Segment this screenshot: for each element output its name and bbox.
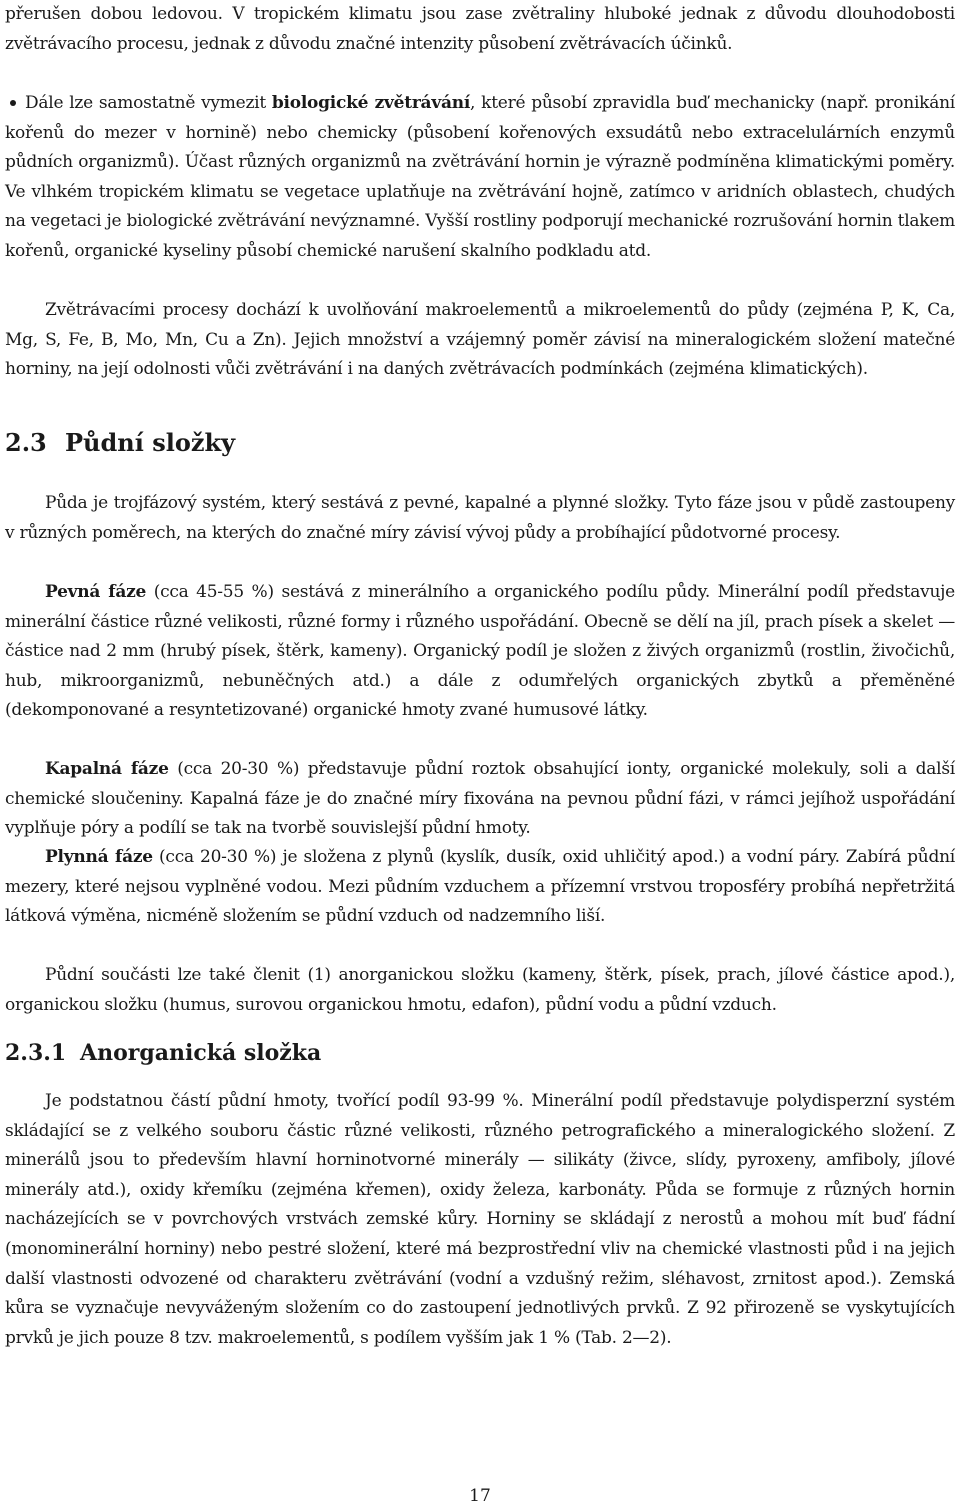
bullet-dot-icon	[10, 100, 16, 106]
paragraph-soil-components: Půdní součásti lze také členit (1) anorganickou složku (kameny, štěrk, písek, prach, jílové částice apod.), organickou složku (humus, surovou organickou hmotu, edafon), půdní vodu a půdní vzduch.	[5, 965, 955, 1015]
bold-term: Pevná fáze	[45, 582, 147, 602]
bold-term: Kapalná fáze	[45, 759, 169, 779]
section-heading-2-3	[5, 428, 235, 457]
bullet-biological-weathering	[5, 89, 955, 267]
section-number: 2.3.1	[5, 1040, 67, 1066]
section-number: 2.3	[5, 428, 47, 457]
bold-term: Plynná fáze	[45, 847, 153, 867]
section-title: Půdní složky	[65, 428, 236, 457]
bullet-text: Dále lze samostatně vymezit biologické zvětrávání, které působí zpravidla buď mechanicky (např. pronikání kořenů do mezer v hornině) nebo chemicky (působení kořenových exsudátů nebo extracelulárních enzymů půdních organizmů). Účast různých organizmů na zvětrávání hornin je výrazně podmíněna klimatickými poměry. Ve vlhkém tropickém klimatu se vegetace uplatňuje na zvětrávání hojně, zatímco v aridních oblastech, chudých na vegetaci je biologické zvětrávání nevýznamné. Vyšší rostliny podporují mechanické rozrušování hornin tlakem kořenů, organické kyseliny působí chemické narušení skalního podkladu atd.	[5, 93, 955, 261]
bold-term: biologické zvětrávání	[271, 93, 471, 113]
paragraph-three-phase-system: Půda je trojfázový systém, který sestává z pevné, kapalné a plynné složky. Tyto fáze jsou v půdě zastoupeny v různých poměrech, na kterých do značné míry závisí vývoj půdy a probíhající půdotvorné procesy.	[5, 493, 955, 543]
paragraph-liquid-phase: Kapalná fáze (cca 20-30 %) představuje půdní roztok obsahující ionty, organické molekuly, soli a další chemické sloučeniny. Kapalná fáze je do značné míry fixována na pevnou půdní fázi, v rámci jejíhož uspořádání vyplňuje póry a podílí se tak na tvorbě souvislejší půdní hmoty.	[5, 759, 955, 839]
paragraph-solid-phase: Pevná fáze (cca 45-55 %) sestává z minerálního a organického podílu půdy. Minerální podíl představuje minerální částice různé velikosti, různé formy i různého uspořádání. Obecně se dělí na jíl, prach písek a skelet — částice nad 2 mm (hrubý písek, štěrk, kameny). Organický podíl je složen z živých organizmů (rostlin, živočichů, hub, mikroorganizmů, nebuněčných atd.) a dále z odumřelých organických zbytků a přeměněné (dekomponované a resyntetizované) organické hmoty zvané humusové látky.	[5, 582, 955, 721]
section-heading-2-3-1	[5, 1040, 321, 1066]
paragraph-elements: Zvětrávacími procesy dochází k uvolňování makroelementů a mikroelementů do půdy (zejména P, K, Ca, Mg, S, Fe, B, Mo, Mn, Cu a Zn). Jejich množství a vzájemný poměr závisí na mineralogickém složení matečné horniny, na její odolnosti vůči zvětrávání i na daných zvětrávacích podmínkách (zejména klimatických).	[5, 300, 955, 380]
page-number: 17	[469, 1486, 491, 1506]
section-title: Anorganická složka	[80, 1040, 322, 1066]
paragraph-gas-phase: Plynná fáze (cca 20-30 %) je složena z plynů (kyslík, dusík, oxid uhličitý apod.) a vodní páry. Zabírá půdní mezery, které nejsou vyplněné vodou. Mezi půdním vzduchem a přízemní vrstvou troposféry probíhá nepřetržitá látková výměna, nicméně složením se půdní vzduch od nadzemního liší.	[5, 847, 955, 927]
paragraph-inorganic-component: Je podstatnou částí půdní hmoty, tvořící podíl 93-99 %. Minerální podíl představuje polydisperzní systém skládající se z velkého souboru částic různé velikosti, různého petrografického a mineralogického složení. Z minerálů jsou to především hlavní horninotvorné minerály — silikáty (živce, slídy, pyroxeny, amfiboly, jílové minerály atd.), oxidy křemíku (zejména křemen), oxidy železa, karbonáty. Půda se formuje z různých hornin nacházejících se v povrchových vrstvách zemské kůry. Horniny se skládají z nerostů a mohou mít buď fádní (monominerální horniny) nebo pestré složení, které má bezprostřední vliv na chemické vlastnosti půd i na jejich další vlastnosti odvozené od charakteru zvětrávání (vodní a vzdušný režim, sléhavost, zrnitost apod.). Zemská kůra se vyznačuje nevyváženým složením co do zastoupení jednotlivých prvků. Z 92 přirozeně se vyskytujících prvků je jich pouze 8 tzv. makroelementů, s podílem vyšším jak 1 % (Tab. 2—2).	[5, 1091, 955, 1348]
paragraph-weathering-continued: přerušen dobou ledovou. V tropickém klimatu jsou zase zvětraliny hluboké jednak z důvodu dlouhodobosti zvětrávacího procesu, jednak z důvodu značné intenzity působení zvětrávacích účinků.	[5, 4, 955, 54]
